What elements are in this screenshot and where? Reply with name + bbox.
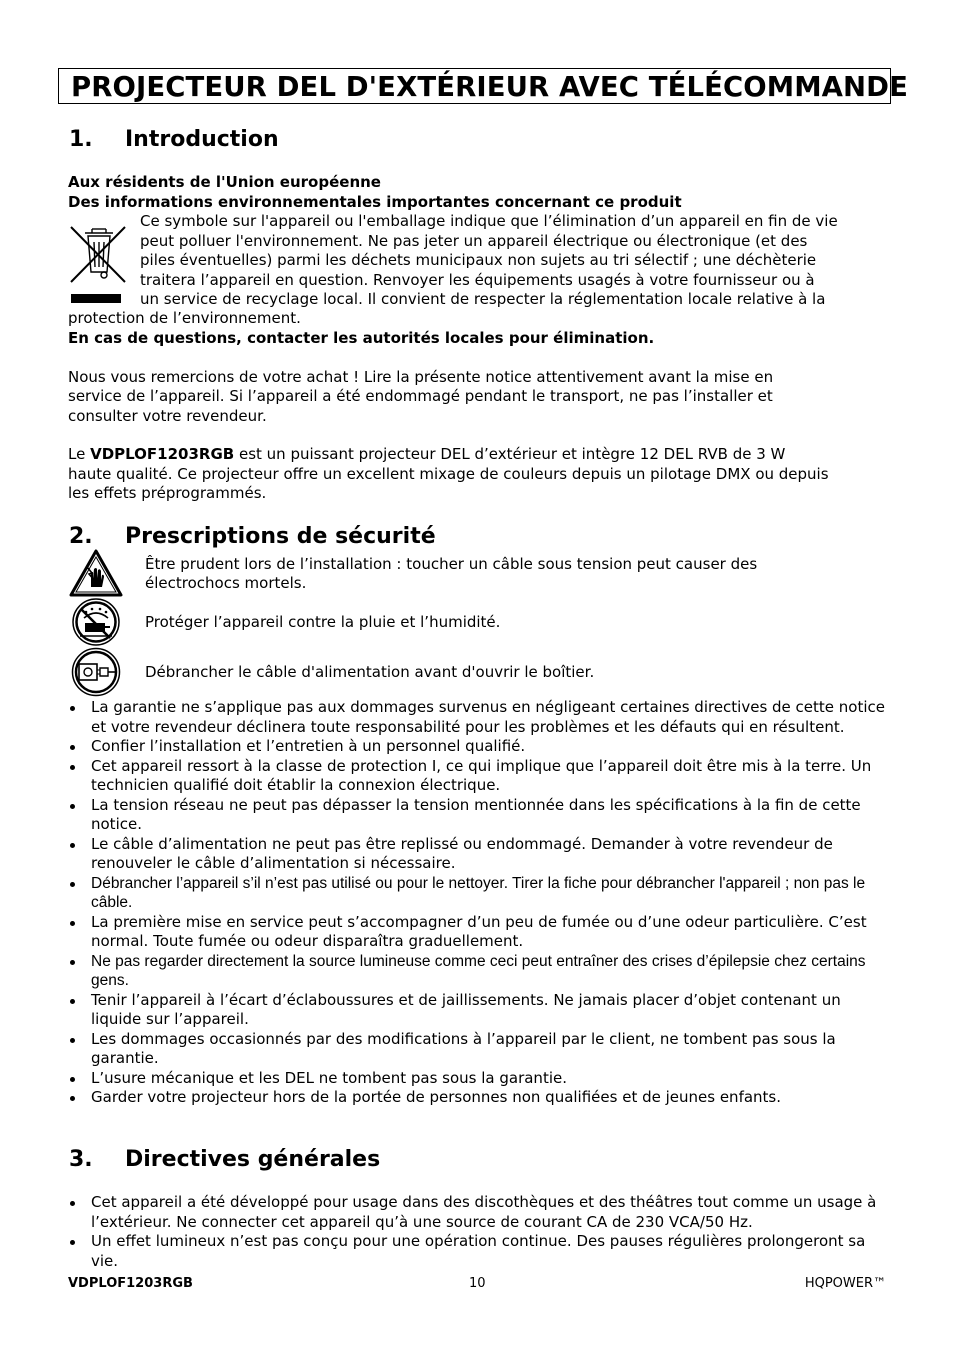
list-item: Tenir l’appareil à l’écart d’éclaboussures et de jaillissements. Ne jamais placer d’objet contenant un liquide sur l’appareil. — [68, 991, 890, 1030]
section-heading-safety — [69, 523, 436, 551]
list-item: Cet appareil a été développé pour usage dans des discothèques et des théâtres tout comme un usage à l’extérieur. Ne connecter cet appareil qu’à une source de courant CA de 230 VCA/50 Hz. — [68, 1193, 890, 1232]
weee-text-line: un service de recyclage local. Il convient de respecter la réglementation locale relative à la — [140, 290, 826, 308]
section-title: Introduction — [125, 127, 279, 152]
thanks-line: consulter votre revendeur. — [68, 407, 267, 425]
list-item: Garder votre projecteur hors de la portée de personnes non qualifiées et de jeunes enfants. — [68, 1088, 890, 1108]
weee-text-line: Ce symbole sur l'appareil ou l'emballage indique que l’élimination d’un appareil en fin de vie — [140, 212, 838, 230]
list-item: Ne pas regarder directement la source lumineuse comme ceci peut entraîner des crises d’épilepsie chez certains gens. — [68, 952, 890, 991]
shock-warning-text: Être prudent lors de l’installation : toucher un câble sous tension peut causer des — [145, 555, 758, 573]
list-item: Le câble d’alimentation ne peut pas être replissé ou endommagé. Demander à votre revendeur de renouveler le câble d’alimentation si nécessaire. — [68, 835, 890, 874]
safety-bullet-list — [68, 698, 890, 1108]
section-heading-general — [69, 1146, 380, 1174]
section-heading-introduction — [69, 126, 279, 154]
product-line: les effets préprogrammés. — [68, 484, 267, 502]
weee-text-line: piles éventuelles) parmi les déchets municipaux non sujets au tri sélectif ; une déchèterie — [140, 251, 817, 269]
unplug-warning-text: Débrancher le câble d'alimentation avant d'ouvrir le boîtier. — [145, 663, 595, 681]
general-bullet-list — [68, 1193, 890, 1271]
product-model: VDPLOF1203RGB — [90, 445, 235, 463]
questions-note: En cas de questions, contacter les autorités locales pour élimination. — [68, 329, 655, 347]
product-line: haute qualité. Ce projecteur offre un excellent mixage de couleurs depuis un pilotage DMX ou depuis — [68, 465, 829, 483]
thanks-line: Nous vous remercions de votre achat ! Lire la présente notice attentivement avant la mise en — [68, 368, 774, 386]
product-description: est un puissant projecteur DEL d’extérieur et intègre 12 DEL RVB de 3 W — [234, 445, 786, 463]
list-item: La garantie ne s’applique pas aux dommages survenus en négligeant certaines directives de cette notice et votre revendeur déclinera toute responsabilité pour les problèmes et les défauts qui en résultent. — [68, 698, 890, 737]
page-title: PROJECTEUR DEL D'EXTÉRIEUR AVEC TÉLÉCOMMANDE — [58, 68, 891, 104]
section-number: 3. — [69, 1147, 93, 1172]
list-item: Cet appareil ressort à la classe de protection I, ce qui implique que l’appareil doit être mis à la terre. Un technicien qualifié doit établir la connexion électrique. — [68, 757, 890, 796]
protect-from-rain-icon — [70, 598, 122, 646]
section-number: 1. — [69, 127, 93, 152]
eu-title: Aux résidents de l'Union européenne — [68, 173, 381, 191]
weee-text-line: traitera l’appareil en question. Renvoyer les équipements usagés à votre fournisseur ou à — [140, 271, 815, 289]
crossed-out-wheelie-bin-icon — [68, 220, 128, 306]
section-number: 2. — [69, 524, 93, 549]
list-item: Confier l’installation et l’entretien à un personnel qualifié. — [68, 737, 890, 757]
moisture-warning-text: Protéger l’appareil contre la pluie et l’humidité. — [145, 613, 501, 631]
weee-text-line: protection de l’environnement. — [68, 309, 301, 327]
product-line — [68, 445, 785, 465]
footer-brand: HQPOWER™ — [804, 1276, 886, 1291]
footer-page-number: 10 — [469, 1276, 486, 1291]
thanks-line: service de l’appareil. Si l’appareil a été endommagé pendant le transport, ne pas l’installer et — [68, 387, 773, 405]
footer-model: VDPLOF1203RGB — [68, 1276, 193, 1291]
shock-warning-text: électrochocs mortels. — [145, 574, 307, 592]
list-item: Un effet lumineux n’est pas conçu pour une opération continue. Des pauses régulières prolongeront sa vie. — [68, 1232, 890, 1271]
list-item: Débrancher l’appareil s’il n’est pas utilisé ou pour le nettoyer. Tirer la fiche pour débrancher l'appareil ; non pas le câble. — [68, 874, 890, 913]
section-title: Prescriptions de sécurité — [125, 524, 436, 549]
unplug-before-opening-icon — [70, 647, 122, 697]
eu-subtitle: Des informations environnementales importantes concernant ce produit — [68, 193, 682, 211]
list-item: La tension réseau ne peut pas dépasser la tension mentionnée dans les spécifications à la fin de cette notice. — [68, 796, 890, 835]
electric-shock-warning-icon — [69, 549, 123, 597]
product-prefix: Le — [68, 445, 91, 463]
list-item: Les dommages occasionnés par des modifications à l’appareil par le client, ne tombent pas sous la garantie. — [68, 1030, 890, 1069]
list-item: La première mise en service peut s’accompagner d’un peu de fumée ou d’une odeur particulière. C’est normal. Toute fumée ou odeur disparaîtra graduellement. — [68, 913, 890, 952]
section-title: Directives générales — [125, 1147, 381, 1172]
list-item: L’usure mécanique et les DEL ne tombent pas sous la garantie. — [68, 1069, 890, 1089]
weee-text-line: peut polluer l'environnement. Ne pas jeter un appareil électrique ou électronique (et des — [140, 232, 808, 250]
